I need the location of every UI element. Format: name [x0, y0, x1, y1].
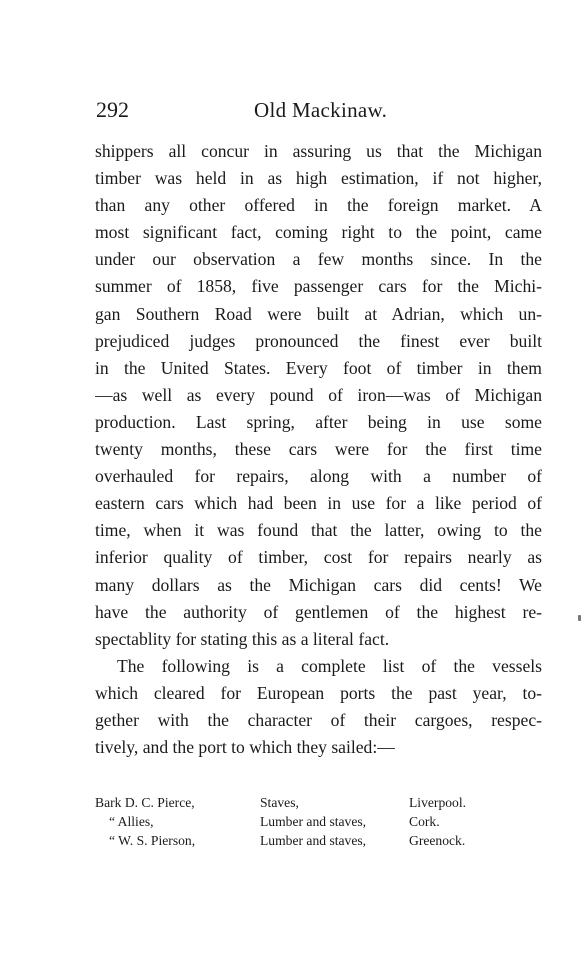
text-line: overhauled for repairs, along with a number of — [95, 466, 542, 487]
text-line: time, when it was found that the latter, owing to the — [95, 520, 542, 541]
text-line: production. Last spring, after being in use some — [95, 411, 542, 432]
text-line: many dollars as the Michigan cars did cents! We — [95, 574, 542, 595]
text-line: in the United States. Every foot of timber in them — [95, 357, 542, 378]
text-line: The following is a complete list of the vessels — [117, 655, 542, 676]
running-title: Old Mackinaw. — [254, 98, 388, 122]
text-line: gan Southern Road were built at Adrian, which un- — [95, 303, 542, 324]
vessel-cargo: Lumber and staves, — [260, 814, 367, 830]
vessel-name: “ Allies, — [109, 814, 154, 830]
text-line: have the authority of gentlemen of the highest re- — [95, 601, 542, 622]
ink-speck — [578, 615, 581, 621]
vessel-row — [95, 831, 555, 850]
vessel-cargo: Lumber and staves, — [260, 833, 367, 849]
text-line: most significant fact, coming right to the point, came — [95, 222, 542, 243]
text-line: which cleared for European ports the past year, to- — [95, 682, 542, 703]
text-line: than any other offered in the foreign market. A — [95, 195, 542, 216]
body-text — [95, 138, 542, 761]
vessel-port: Greenock. — [409, 833, 466, 849]
vessel-row — [95, 793, 555, 812]
page-number: 292 — [96, 97, 129, 122]
text-line: tively, and the port to which they sailed:— — [95, 737, 395, 758]
vessel-name: Bark D. C. Pierce, — [95, 795, 195, 810]
vessel-name: “ W. S. Pierson, — [109, 833, 196, 849]
vessel-cargo: Staves, — [260, 795, 299, 810]
vessel-row — [95, 812, 555, 831]
vessel-list — [95, 793, 555, 851]
text-line: summer of 1858, five passenger cars for the Michi- — [95, 276, 542, 297]
text-line: inferior quality of timber, cost for repairs nearly as — [95, 547, 542, 568]
text-line: eastern cars which had been in use for a like period of — [95, 493, 542, 514]
page-header — [96, 95, 542, 125]
text-line: under our observation a few months since. In the — [95, 249, 542, 270]
text-line: shippers all concur in assuring us that the Michigan — [95, 141, 542, 161]
vessel-port: Liverpool. — [409, 795, 467, 810]
text-line: —as well as every pound of iron—was of Michigan — [95, 384, 542, 405]
text-line: twenty months, these cars were for the first time — [95, 439, 542, 460]
text-line: spectablity for stating this as a literal fact. — [95, 628, 390, 649]
text-line: prejudiced judges pronounced the finest ever built — [95, 330, 542, 351]
vessel-port: Cork. — [409, 814, 440, 830]
text-line: gether with the character of their cargoes, respec- — [95, 709, 542, 730]
text-line: timber was held in as high estimation, if not higher, — [95, 168, 542, 189]
